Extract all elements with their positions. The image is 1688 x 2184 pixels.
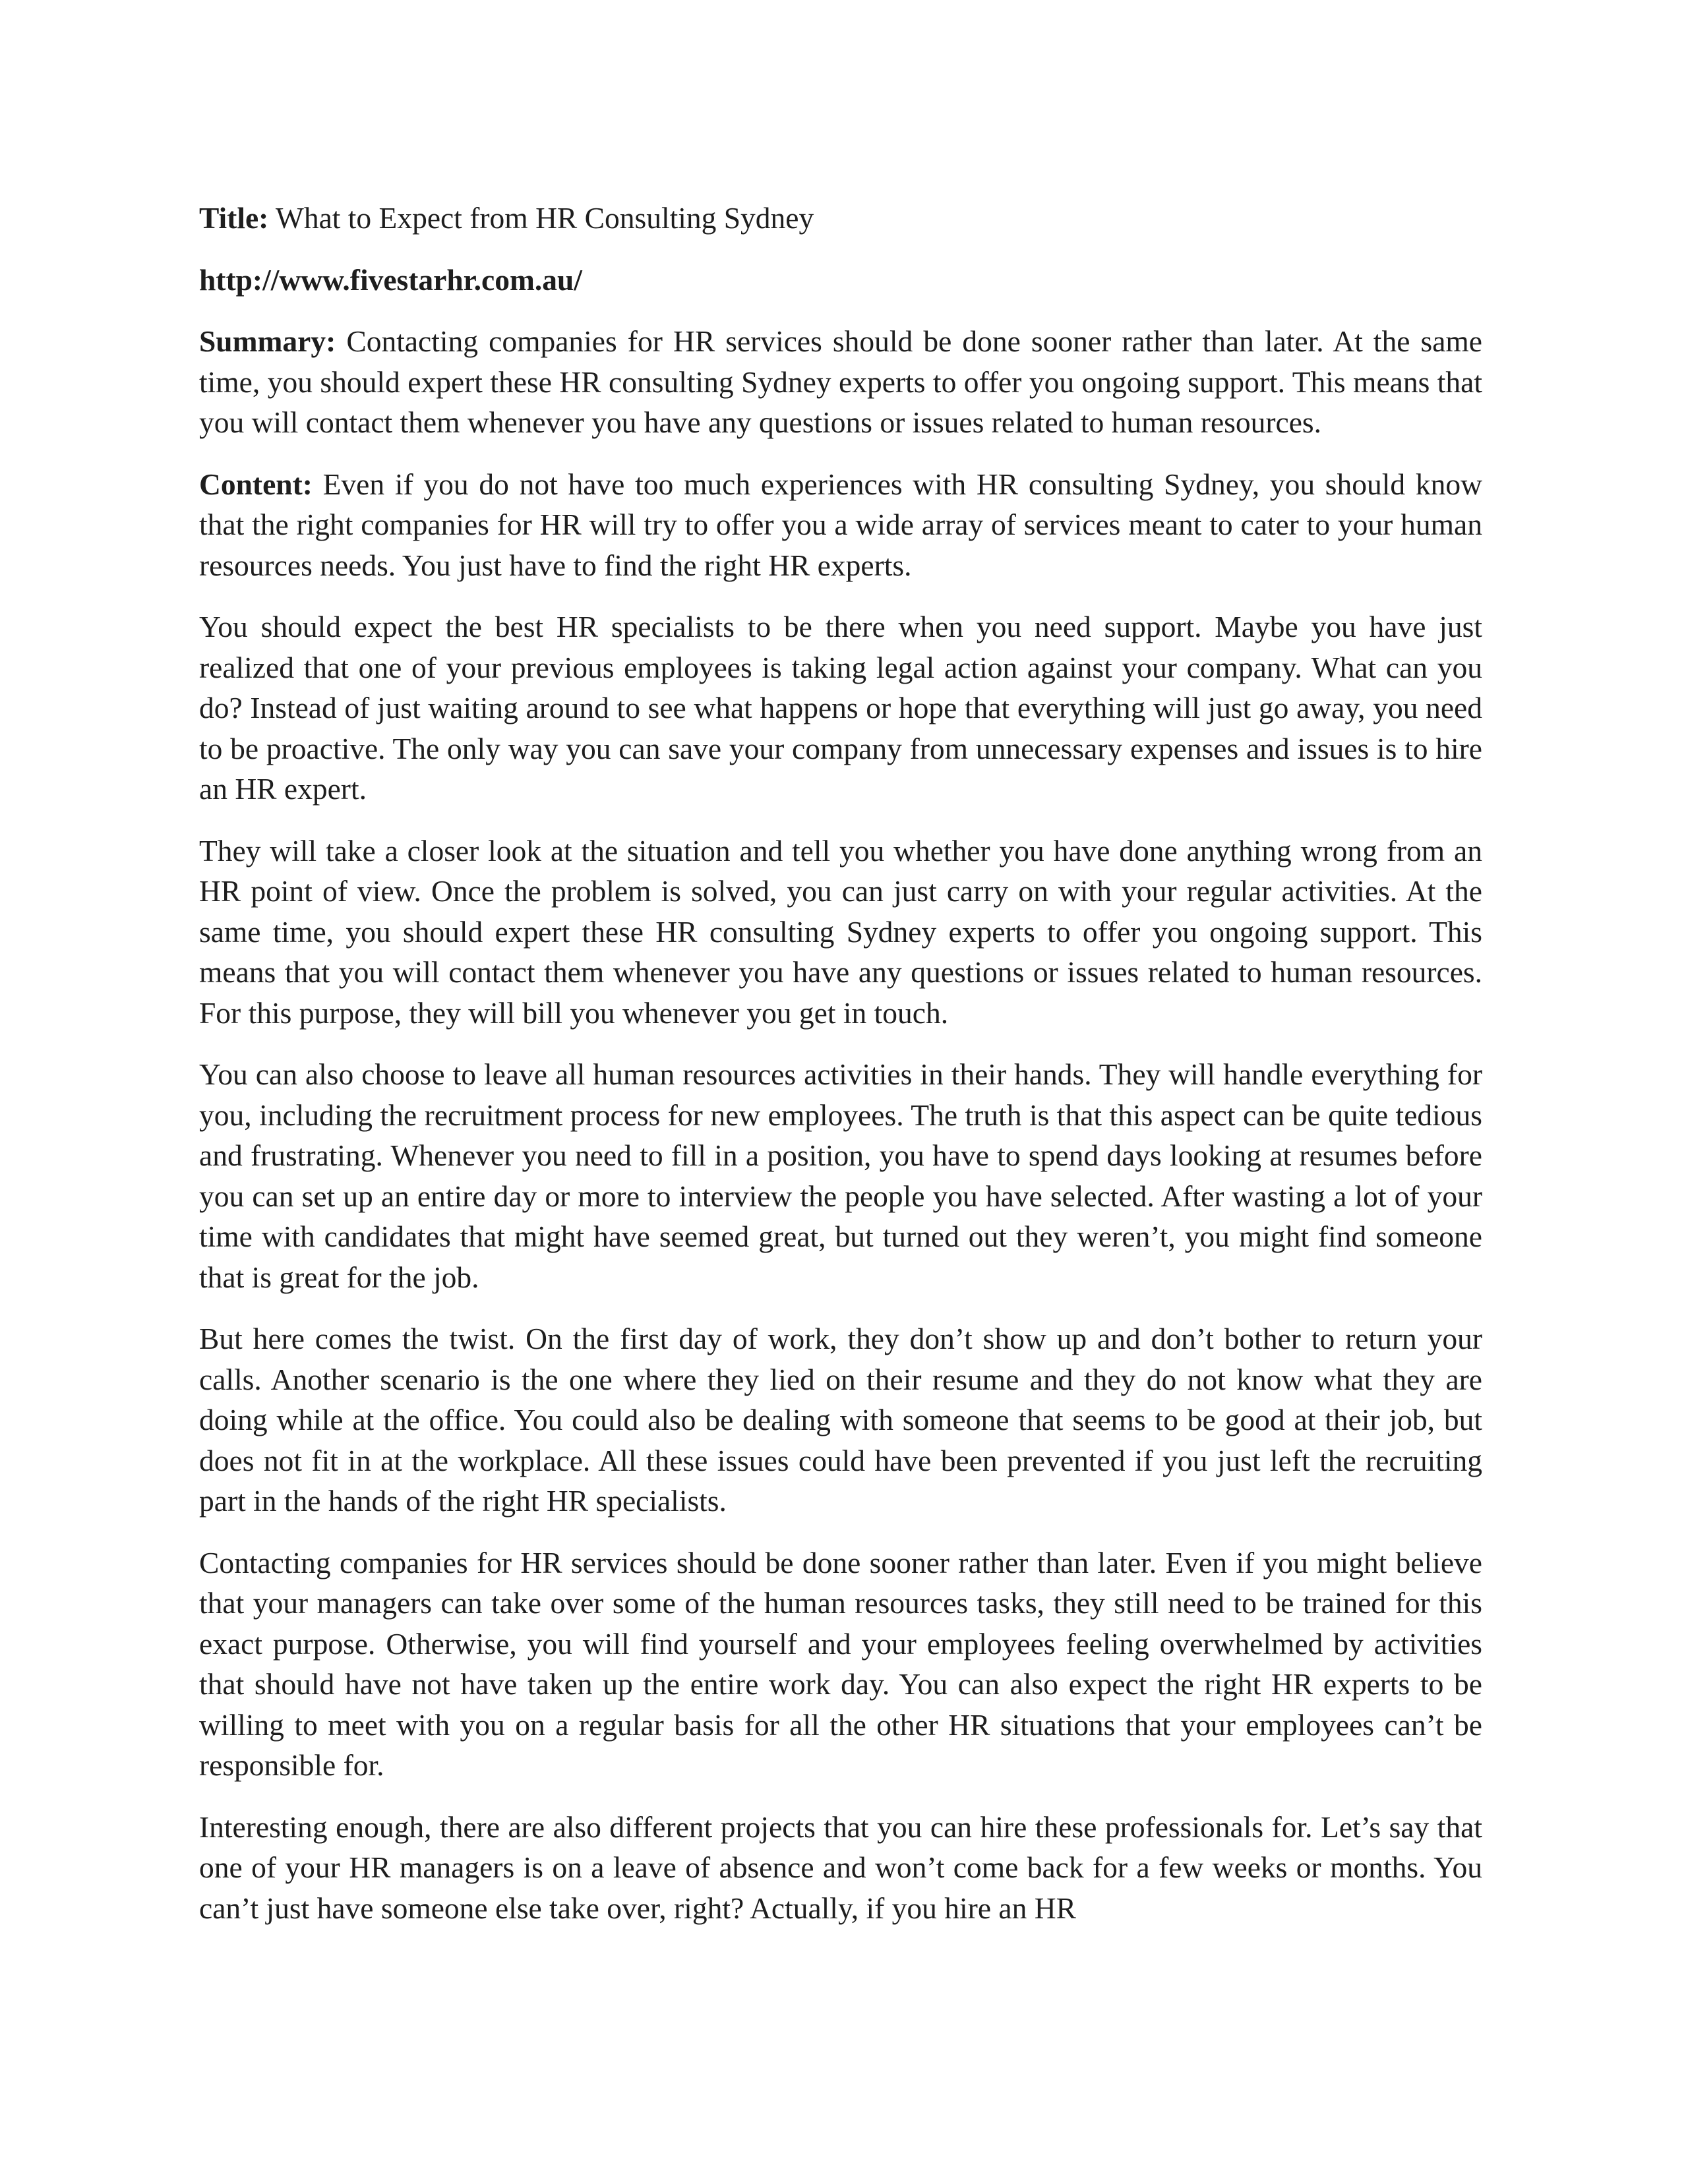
content-text: Even if you do not have too much experiences with HR consulting Sydney, you should know that the right companies for HR will try to offer you a wide array of services meant to cater to your human resources needs. You just have to find the right HR experts. bbox=[199, 467, 1483, 582]
body-paragraph: You can also choose to leave all human resources activities in their hands. They will handle everything for you, including the recruitment process for new employees. The truth is that this aspect can be quite tedious and frustrating. Whenever you need to fill in a position, you have to spend days looking at resumes before you can set up an entire day or more to interview the people you have selected. After wasting a lot of your time with candidates that might have seemed great, but turned out they weren’t, you might find someone that is great for the job. bbox=[199, 1057, 1482, 1294]
document-body bbox=[199, 198, 1482, 1949]
summary-label: Summary: bbox=[199, 324, 336, 358]
title-line bbox=[199, 198, 1482, 239]
body-paragraph: You should expect the best HR specialists to be there when you need support. Maybe you have just realized that one of your previous employees is taking legal action against your company. What can you do? Instead of just waiting around to see what happens or hope that everything will just go away, you need to be proactive. The only way you can save your company from unnecessary expenses and issues is to hire an HR expert. bbox=[199, 610, 1482, 806]
body-paragraph: But here comes the twist. On the first day of work, they don’t show up and don’t bother to return your calls. Another scenario is the one where they lied on their resume and they do not know what they are doing while at the office. You could also be dealing with someone that seems to be good at their job, but does not fit in at the workplace. All these issues could have been prevented if you just left the recruiting part in the hands of the right HR specialists. bbox=[199, 1322, 1482, 1518]
summary-text: Contacting companies for HR services should be done sooner rather than later. At the same time, you should expert these HR consulting Sydney experts to offer you ongoing support. This means that you will contact them whenever you have any questions or issues related to human resources. bbox=[199, 324, 1483, 439]
title-label: Title: bbox=[199, 201, 269, 235]
document-title: What to Expect from HR Consulting Sydney bbox=[275, 201, 814, 235]
source-url: http://www.fivestarhr.com.au/ bbox=[199, 262, 582, 297]
body-paragraph: Contacting companies for HR services should be done sooner rather than later. Even if you might believe that your managers can take over some of the human resources tasks, they still need to be trained for this exact purpose. Otherwise, you will find yourself and your employees feeling overwhelmed by activities that should have not have taken up the entire work day. You can also expect the right HR experts to be willing to meet with you on a regular basis for all the other HR situations that your employees can’t be responsible for. bbox=[199, 1545, 1482, 1782]
content-label: Content: bbox=[199, 467, 313, 501]
content-paragraph bbox=[199, 464, 1482, 586]
body-paragraph: They will take a closer look at the situation and tell you whether you have done anything wrong from an HR point of view. Once the problem is solved, you can just carry on with your regular activities. At the same time, you should expert these HR consulting Sydney experts to offer you ongoing support. This means that you will contact them whenever you have any questions or issues related to human resources. For this purpose, they will bill you whenever you get in touch. bbox=[199, 833, 1482, 1030]
summary-paragraph bbox=[199, 321, 1482, 443]
body-paragraph: Interesting enough, there are also different projects that you can hire these professionals for. Let’s say that one of your HR managers is on a leave of absence and won’t come back for a few weeks or months. You can’t just have someone else take over, right? Actually, if you hire an HR bbox=[199, 1810, 1482, 1925]
